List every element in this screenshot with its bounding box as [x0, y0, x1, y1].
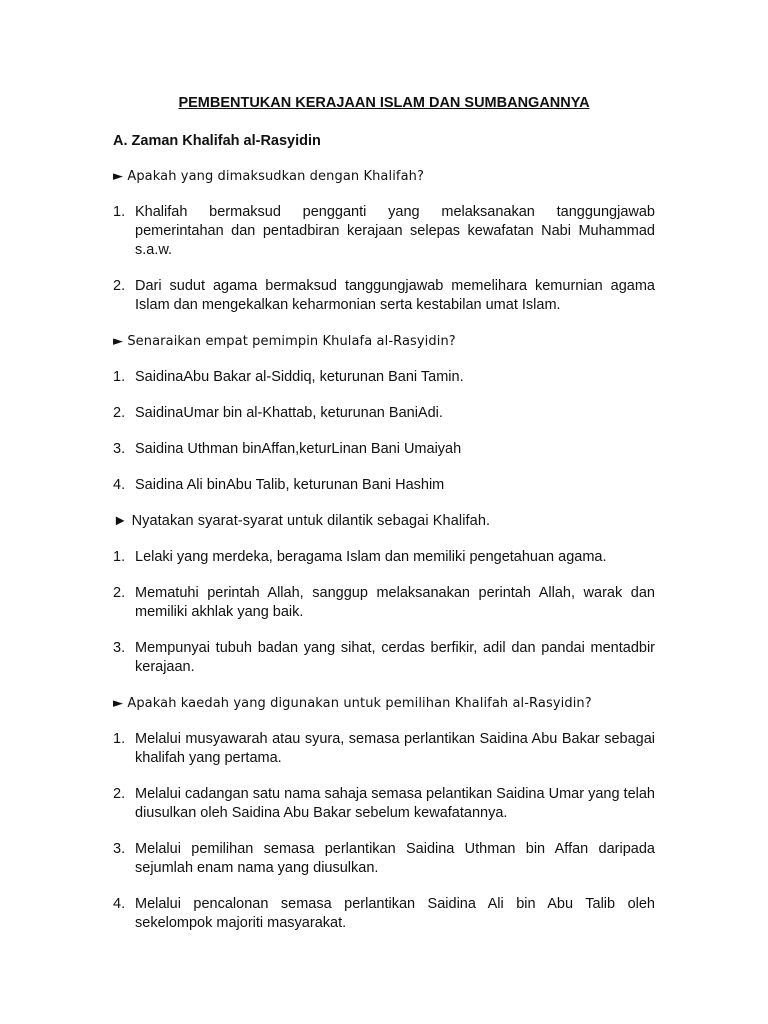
item-number: 2. — [113, 405, 126, 421]
item-text: Melalui pemilihan semasa perlantikan Saidina Uthman bin Affan daripada sejumlah enam nama yang diusulkan. — [135, 841, 655, 876]
item-number: 1. — [113, 204, 126, 220]
item-number: 3. — [113, 841, 126, 857]
item-number: 1. — [113, 369, 126, 385]
item-text: Saidina Uthman binAffan,keturLinan Bani Umaiyah — [135, 441, 462, 457]
item-number: 2. — [113, 585, 126, 601]
document-page — [113, 94, 655, 950]
section-heading: A. Zaman Khalifah al-Rasyidin — [113, 133, 321, 149]
item-number: 3. — [113, 640, 126, 656]
item-number: 3. — [113, 441, 126, 457]
list-item — [113, 730, 655, 768]
list-item — [113, 639, 655, 677]
question-2-text: ► Senaraikan empat pemimpin Khulafa al-Rasyidin? — [113, 334, 456, 349]
item-number: 1. — [113, 549, 126, 565]
item-text: Mematuhi perintah Allah, sanggup melaksanakan perintah Allah, warak dan memiliki akhlak yang baik. — [135, 585, 655, 620]
page-title: PEMBENTUKAN KERAJAAN ISLAM DAN SUMBANGANNYA — [178, 95, 590, 111]
list-item — [113, 277, 655, 315]
list-item — [113, 548, 655, 567]
list-item — [113, 203, 655, 260]
list-item — [113, 840, 655, 878]
item-number: 2. — [113, 786, 126, 802]
item-text: Melalui musyawarah atau syura, semasa perlantikan Saidina Abu Bakar sebagai khalifah yang pertama. — [135, 731, 655, 766]
question-1 — [113, 167, 655, 186]
question-1-text: ► Apakah yang dimaksudkan dengan Khalifah? — [113, 169, 425, 184]
item-number: 1. — [113, 731, 126, 747]
item-text: Melalui cadangan satu nama sahaja semasa pelantikan Saidina Umar yang telah diusulkan oleh Saidina Abu Bakar sebelum kewafatannya. — [135, 786, 655, 821]
list-item — [113, 785, 655, 823]
list-item — [113, 476, 655, 495]
list-item — [113, 584, 655, 622]
item-text: SaidinaUmar bin al-Khattab, keturunan BaniAdi. — [135, 405, 443, 421]
item-number: 2. — [113, 278, 126, 294]
list-item — [113, 368, 655, 387]
question-3 — [113, 512, 655, 531]
item-text: Khalifah bermaksud pengganti yang melaksanakan tanggungjawab pemerintahan dan pentadbiran kerajaan selepas kewafatan Nabi Muhammad s.a.w. — [135, 204, 655, 258]
item-text: SaidinaAbu Bakar al-Siddiq, keturunan Bani Tamin. — [135, 369, 464, 385]
item-text: Mempunyai tubuh badan yang sihat, cerdas berfikir, adil dan pandai mentadbir kerajaan. — [135, 640, 655, 675]
item-text: Saidina Ali binAbu Talib, keturunan Bani Hashim — [135, 477, 445, 493]
item-text: Melalui pencalonan semasa perlantikan Saidina Ali bin Abu Talib oleh sekelompok majoriti masyarakat. — [135, 896, 655, 931]
question-4-text: ► Apakah kaedah yang digunakan untuk pemilihan Khalifah al-Rasyidin? — [113, 696, 592, 711]
list-item — [113, 404, 655, 423]
item-text: Dari sudut agama bermaksud tanggungjawab memelihara kemurnian agama Islam dan mengekalkan keharmonian serta kestabilan umat Islam. — [135, 278, 655, 313]
item-number: 4. — [113, 477, 126, 493]
item-text: Lelaki yang merdeka, beragama Islam dan memiliki pengetahuan agama. — [135, 549, 607, 565]
question-4 — [113, 694, 655, 713]
question-2 — [113, 332, 655, 351]
list-item — [113, 895, 655, 933]
list-item — [113, 440, 655, 459]
question-3-text: ► Nyatakan syarat-syarat untuk dilantik sebagai Khalifah. — [113, 513, 491, 529]
item-number: 4. — [113, 896, 126, 912]
